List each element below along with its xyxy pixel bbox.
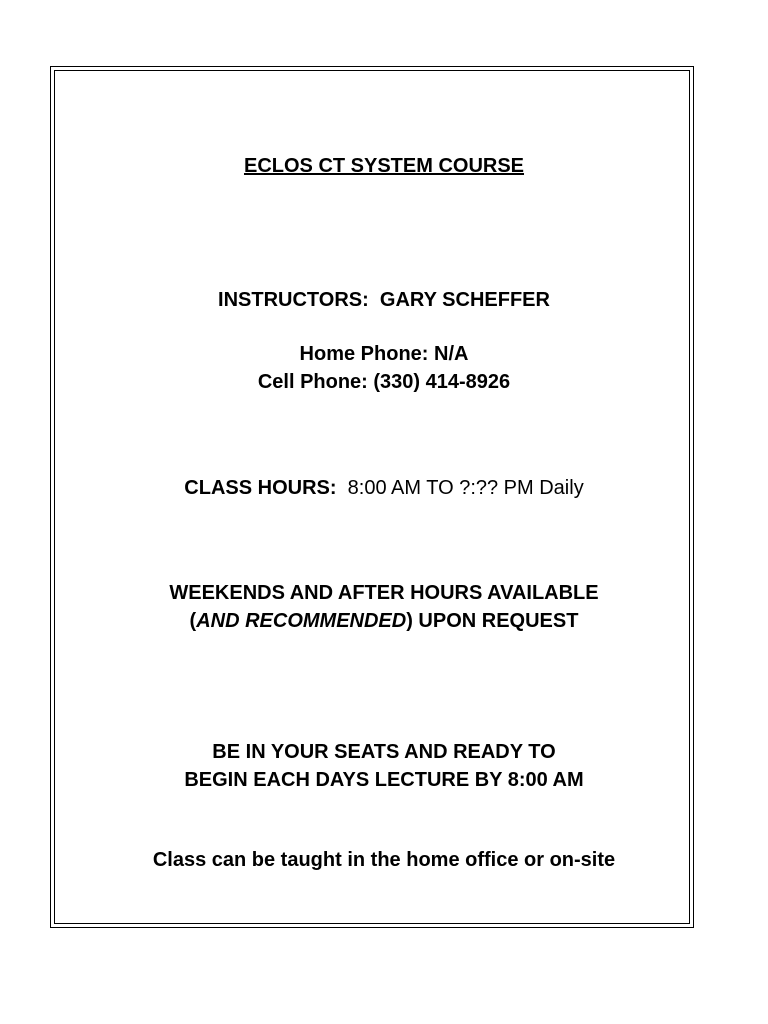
weekends-line-1: WEEKENDS AND AFTER HOURS AVAILABLE bbox=[169, 582, 599, 604]
class-hours-label: CLASS HOURS: bbox=[184, 477, 337, 499]
home-phone: Home Phone: N/A bbox=[299, 343, 469, 365]
instructor-name: GARY SCHEFFER bbox=[379, 289, 550, 311]
weekends-open-paren: ( bbox=[189, 610, 197, 632]
course-title: ECLOS CT SYSTEM COURSE bbox=[243, 155, 525, 177]
seats-line-1: BE IN YOUR SEATS AND READY TO bbox=[212, 741, 556, 763]
taught-note: Class can be taught in the home office or on-site bbox=[152, 849, 616, 871]
instructors-label: INSTRUCTORS: bbox=[218, 289, 369, 311]
weekends-rest: ) UPON REQUEST bbox=[406, 610, 579, 632]
cell-phone: Cell Phone: (330) 414-8926 bbox=[257, 371, 511, 393]
class-hours-line bbox=[0, 476, 768, 500]
weekends-emphasis: AND RECOMMENDED bbox=[196, 610, 407, 632]
seats-line-2: BEGIN EACH DAYS LECTURE BY 8:00 AM bbox=[184, 769, 584, 791]
class-hours-value: 8:00 AM TO ?:?? PM Daily bbox=[347, 477, 584, 499]
weekends-line-2 bbox=[0, 609, 768, 633]
instructors-line bbox=[0, 288, 768, 312]
